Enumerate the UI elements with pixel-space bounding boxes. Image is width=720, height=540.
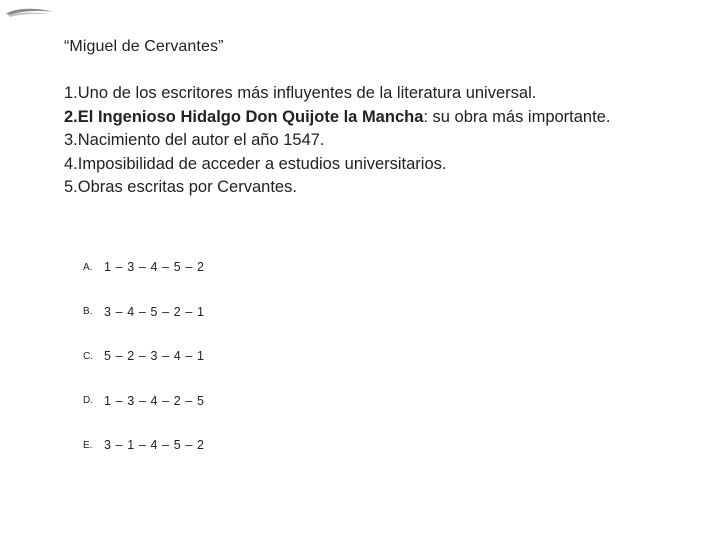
answer-options — [83, 256, 205, 479]
answer-option-a[interactable] — [83, 256, 205, 278]
statement-number: 3. — [64, 131, 78, 149]
page-title: “Miguel de Cervantes” — [64, 38, 224, 55]
option-letter: A. — [83, 261, 93, 273]
option-letter: C. — [83, 350, 93, 362]
statement-text: Nacimiento del autor el año 1547. — [77, 131, 325, 149]
statement-number: 1. — [64, 84, 78, 102]
statement-item — [64, 176, 610, 200]
statement-item — [64, 82, 610, 106]
statement-text: Imposibilidad de acceder a estudios universitarios. — [77, 154, 447, 173]
statement-number: 5. — [64, 178, 78, 196]
answer-option-e[interactable] — [83, 434, 205, 456]
statement-list — [64, 82, 610, 200]
option-letter: E. — [83, 439, 93, 451]
option-sequence: 1 – 3 – 4 – 5 – 2 — [104, 260, 205, 274]
answer-option-c[interactable] — [83, 345, 205, 367]
option-sequence: 3 – 4 – 5 – 2 – 1 — [104, 304, 205, 319]
statement-item — [64, 153, 610, 177]
option-sequence: 1 – 3 – 4 – 2 – 5 — [104, 393, 205, 408]
statement-bold-text: El Ingenioso Hidalgo Don Quijote la Mancha — [77, 107, 424, 126]
option-sequence: 3 – 1 – 4 – 5 – 2 — [104, 438, 205, 452]
swoosh-logo-icon — [4, 6, 56, 18]
statement-text: Uno de los escritores más influyentes de la literatura universal. — [77, 84, 537, 102]
statement-item — [64, 106, 610, 130]
option-sequence: 5 – 2 – 3 – 4 – 1 — [104, 349, 205, 363]
answer-option-b[interactable] — [83, 301, 205, 323]
statement-item — [64, 129, 610, 153]
option-letter: D. — [83, 395, 93, 406]
statement-text: : su obra más importante. — [423, 107, 611, 126]
statement-number: 4. — [64, 154, 78, 173]
statement-text: Obras escritas por Cervantes. — [77, 178, 297, 196]
option-letter: B. — [83, 306, 93, 317]
answer-option-d[interactable] — [83, 390, 205, 412]
statement-number: 2. — [64, 107, 78, 126]
